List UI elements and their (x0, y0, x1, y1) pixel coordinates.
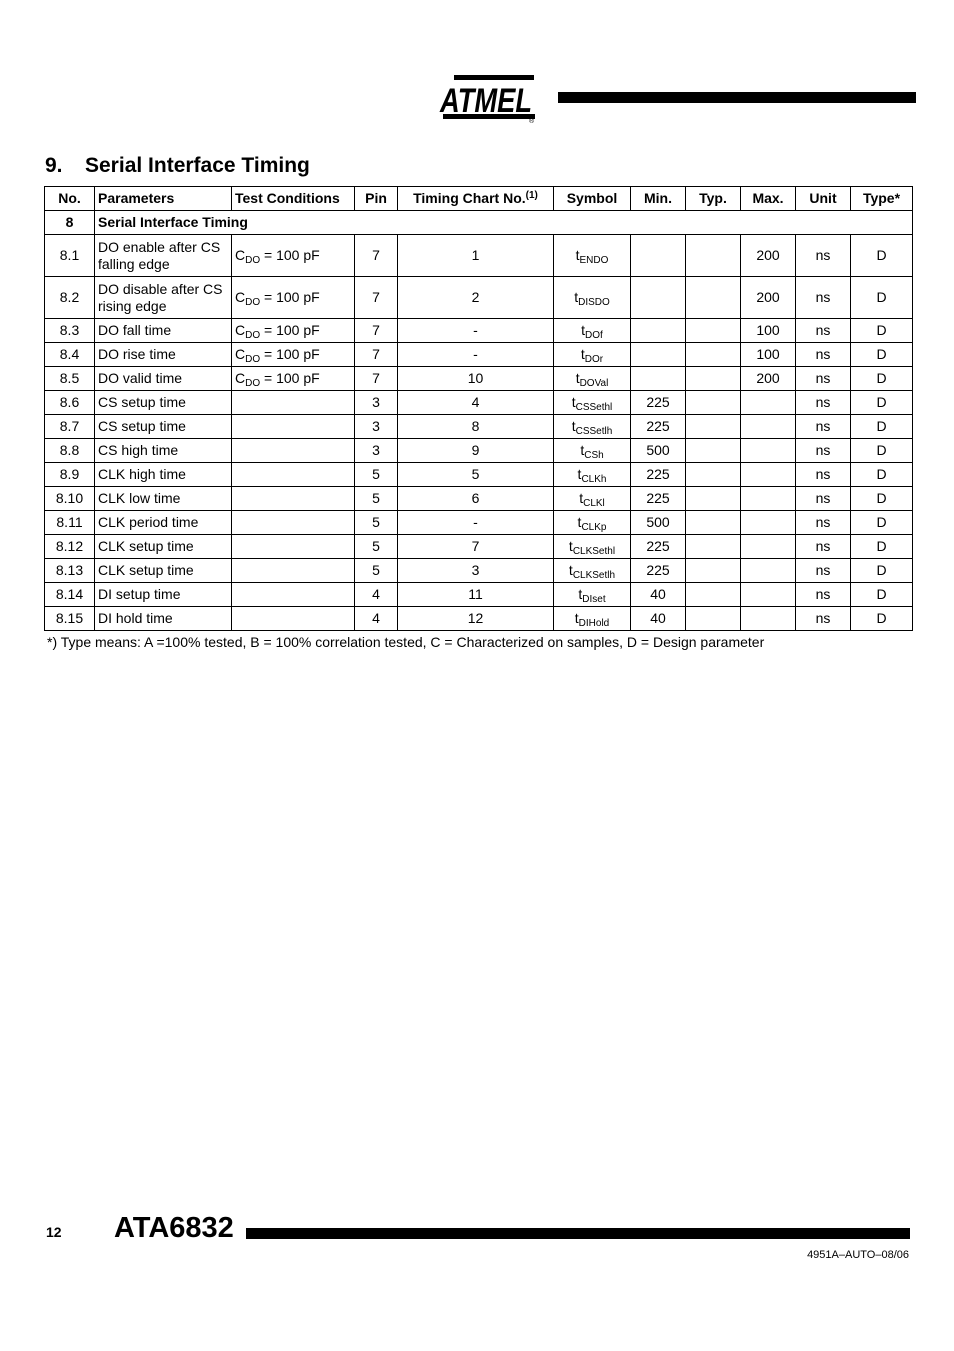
row-pin: 5 (355, 463, 398, 487)
symbol-subscript: DOVal (579, 378, 609, 389)
row-min (631, 277, 686, 319)
row-max: 200 (741, 277, 796, 319)
condition-base: C (235, 346, 246, 362)
footnote-marker: (1) (525, 190, 538, 201)
row-type: D (851, 439, 913, 463)
table-row (45, 535, 913, 559)
row-number: 8.5 (45, 367, 95, 391)
row-typ (686, 583, 741, 607)
row-pin: 5 (355, 559, 398, 583)
section-heading (45, 154, 310, 178)
row-min: 225 (631, 391, 686, 415)
row-timing-chart: 2 (398, 277, 554, 319)
row-max (741, 535, 796, 559)
row-pin: 3 (355, 391, 398, 415)
product-name: ATA6832 (114, 1212, 234, 1244)
symbol-subscript: CLKSetlh (572, 570, 616, 581)
row-typ (686, 415, 741, 439)
row-type: D (851, 463, 913, 487)
row-timing-chart: - (398, 319, 554, 343)
row-number: 8.7 (45, 415, 95, 439)
row-symbol (554, 511, 631, 535)
row-min: 500 (631, 439, 686, 463)
section-title: Serial Interface Timing (85, 154, 310, 177)
symbol-base: t (577, 514, 582, 530)
row-parameter: CS setup time (95, 415, 232, 439)
table-row (45, 583, 913, 607)
row-test-condition (232, 319, 355, 343)
row-type: D (851, 319, 913, 343)
row-symbol (554, 559, 631, 583)
row-type: D (851, 415, 913, 439)
condition-value: = 100 pF (260, 322, 320, 338)
symbol-base: t (575, 247, 580, 263)
row-number: 8.14 (45, 583, 95, 607)
row-timing-chart: 7 (398, 535, 554, 559)
row-parameter: CS setup time (95, 391, 232, 415)
symbol-base: t (575, 370, 580, 386)
row-timing-chart: 1 (398, 235, 554, 277)
row-min (631, 235, 686, 277)
row-type: D (851, 235, 913, 277)
group-label: Serial Interface Timing (95, 211, 913, 235)
type-footnote: *) Type means: A =100% tested, B = 100% correlation tested, C = Characterized on samples, D = Design parameter (47, 634, 765, 650)
row-min: 225 (631, 415, 686, 439)
row-test-condition (232, 439, 355, 463)
table-row (45, 463, 913, 487)
row-symbol (554, 607, 631, 631)
row-max (741, 607, 796, 631)
row-type: D (851, 391, 913, 415)
row-parameter: DO rise time (95, 343, 232, 367)
condition-base: C (235, 247, 246, 263)
table-row (45, 511, 913, 535)
symbol-base: t (574, 610, 579, 626)
row-typ (686, 277, 741, 319)
row-typ (686, 511, 741, 535)
row-parameter: CLK period time (95, 511, 232, 535)
row-pin: 5 (355, 487, 398, 511)
row-test-condition (232, 559, 355, 583)
row-typ (686, 439, 741, 463)
header-pin: Pin (355, 187, 398, 211)
row-test-condition (232, 487, 355, 511)
symbol-subscript: CLKh (581, 474, 607, 485)
header-min: Min. (631, 187, 686, 211)
table-row (45, 391, 913, 415)
condition-subscript: DO (245, 255, 261, 266)
row-type: D (851, 535, 913, 559)
condition-base: C (235, 289, 246, 305)
condition-subscript: DO (245, 378, 261, 389)
row-timing-chart: 12 (398, 607, 554, 631)
row-number: 8.9 (45, 463, 95, 487)
symbol-subscript: DOr (584, 354, 604, 365)
table-row (45, 607, 913, 631)
row-symbol (554, 583, 631, 607)
row-max: 200 (741, 235, 796, 277)
row-unit: ns (796, 487, 851, 511)
row-test-condition (232, 391, 355, 415)
row-number: 8.8 (45, 439, 95, 463)
row-test-condition (232, 277, 355, 319)
document-code: 4951A–AUTO–08/06 (807, 1249, 909, 1261)
symbol-base: t (568, 562, 573, 578)
row-min: 500 (631, 511, 686, 535)
symbol-base: t (571, 418, 576, 434)
symbol-subscript: CSSetlh (575, 426, 613, 437)
row-test-condition (232, 343, 355, 367)
symbol-base: t (574, 289, 579, 305)
row-symbol (554, 277, 631, 319)
row-number: 8.11 (45, 511, 95, 535)
row-pin: 7 (355, 367, 398, 391)
symbol-subscript: CLKSethl (572, 546, 616, 557)
row-min: 225 (631, 463, 686, 487)
row-max: 200 (741, 367, 796, 391)
row-number: 8.12 (45, 535, 95, 559)
row-unit: ns (796, 511, 851, 535)
row-unit: ns (796, 535, 851, 559)
condition-value: = 100 pF (260, 370, 320, 386)
row-number: 8.6 (45, 391, 95, 415)
row-unit: ns (796, 367, 851, 391)
row-test-condition (232, 511, 355, 535)
row-symbol (554, 235, 631, 277)
page-number: 12 (46, 1224, 62, 1240)
row-typ (686, 391, 741, 415)
row-parameter: CLK high time (95, 463, 232, 487)
row-pin: 3 (355, 415, 398, 439)
condition-subscript: DO (245, 297, 261, 308)
row-min: 40 (631, 607, 686, 631)
group-number: 8 (45, 211, 95, 235)
row-max (741, 511, 796, 535)
row-max (741, 391, 796, 415)
table-row (45, 235, 913, 277)
header-no: No. (45, 187, 95, 211)
row-symbol (554, 487, 631, 511)
row-timing-chart: - (398, 511, 554, 535)
row-test-condition (232, 583, 355, 607)
row-test-condition (232, 535, 355, 559)
row-unit: ns (796, 559, 851, 583)
symbol-base: t (571, 394, 576, 410)
table-row (45, 277, 913, 319)
symbol-subscript: ENDO (579, 255, 609, 266)
row-number: 8.10 (45, 487, 95, 511)
symbol-subscript: DIset (582, 594, 606, 605)
symbol-subscript: CLKl (583, 498, 605, 509)
header-test-conditions: Test Conditions (232, 187, 355, 211)
table-row (45, 343, 913, 367)
symbol-base: t (578, 586, 583, 602)
table-row (45, 415, 913, 439)
symbol-base: t (577, 466, 582, 482)
row-type: D (851, 607, 913, 631)
symbol-base: t (580, 346, 585, 362)
row-unit: ns (796, 415, 851, 439)
row-typ (686, 607, 741, 631)
row-unit: ns (796, 463, 851, 487)
row-timing-chart: 4 (398, 391, 554, 415)
table-row (45, 559, 913, 583)
row-min: 225 (631, 559, 686, 583)
symbol-subscript: CSSethl (575, 402, 613, 413)
row-parameter: CLK setup time (95, 559, 232, 583)
symbol-subscript: CSh (584, 450, 604, 461)
row-max (741, 487, 796, 511)
logo-text: ATMEL (439, 82, 532, 120)
row-unit: ns (796, 235, 851, 277)
condition-value: = 100 pF (260, 346, 320, 362)
row-symbol (554, 463, 631, 487)
condition-value: = 100 pF (260, 247, 320, 263)
row-pin: 4 (355, 607, 398, 631)
symbol-base: t (568, 538, 573, 554)
row-min (631, 319, 686, 343)
row-typ (686, 463, 741, 487)
row-type: D (851, 559, 913, 583)
row-type: D (851, 367, 913, 391)
table-row (45, 487, 913, 511)
row-number: 8.1 (45, 235, 95, 277)
row-parameter: DO fall time (95, 319, 232, 343)
row-pin: 5 (355, 511, 398, 535)
row-parameter: CS high time (95, 439, 232, 463)
row-pin: 4 (355, 583, 398, 607)
row-pin: 7 (355, 277, 398, 319)
row-parameter: CLK setup time (95, 535, 232, 559)
timing-table (44, 186, 913, 631)
row-max: 100 (741, 343, 796, 367)
row-timing-chart: 11 (398, 583, 554, 607)
row-test-condition (232, 415, 355, 439)
row-parameter: DI hold time (95, 607, 232, 631)
row-max (741, 583, 796, 607)
row-unit: ns (796, 607, 851, 631)
row-min: 40 (631, 583, 686, 607)
footer-rule (246, 1228, 910, 1239)
row-unit: ns (796, 277, 851, 319)
row-timing-chart: 6 (398, 487, 554, 511)
row-typ (686, 343, 741, 367)
row-timing-chart: 5 (398, 463, 554, 487)
row-symbol (554, 415, 631, 439)
table-row (45, 367, 913, 391)
header-type: Type* (851, 187, 913, 211)
row-min (631, 367, 686, 391)
row-number: 8.13 (45, 559, 95, 583)
header-timing-chart: Timing Chart No.$^{(1)}$ (398, 187, 554, 211)
row-min: 225 (631, 535, 686, 559)
row-number: 8.15 (45, 607, 95, 631)
header-typ: Typ. (686, 187, 741, 211)
condition-base: C (235, 370, 246, 386)
row-symbol (554, 439, 631, 463)
header-unit: Unit (796, 187, 851, 211)
header-symbol: Symbol (554, 187, 631, 211)
row-unit: ns (796, 319, 851, 343)
symbol-subscript: DISDO (578, 297, 610, 308)
row-symbol (554, 535, 631, 559)
condition-subscript: DO (245, 354, 261, 365)
row-test-condition (232, 367, 355, 391)
row-typ (686, 559, 741, 583)
row-number: 8.2 (45, 277, 95, 319)
row-symbol (554, 343, 631, 367)
row-symbol (554, 391, 631, 415)
row-timing-chart: - (398, 343, 554, 367)
condition-subscript: DO (245, 330, 261, 341)
row-min: 225 (631, 487, 686, 511)
row-unit: ns (796, 439, 851, 463)
row-symbol (554, 319, 631, 343)
row-pin: 3 (355, 439, 398, 463)
row-unit: ns (796, 391, 851, 415)
header-max: Max. (741, 187, 796, 211)
row-typ (686, 319, 741, 343)
header-parameters: Parameters (95, 187, 232, 211)
header-rule (558, 92, 916, 103)
row-max (741, 439, 796, 463)
row-typ (686, 367, 741, 391)
table-header-row (45, 187, 913, 211)
row-pin: 7 (355, 319, 398, 343)
row-type: D (851, 511, 913, 535)
row-typ (686, 487, 741, 511)
row-parameter: CLK low time (95, 487, 232, 511)
row-type: D (851, 343, 913, 367)
row-type: D (851, 487, 913, 511)
row-test-condition (232, 235, 355, 277)
row-typ (686, 235, 741, 277)
row-pin: 7 (355, 343, 398, 367)
row-timing-chart: 3 (398, 559, 554, 583)
symbol-subscript: CLKp (581, 522, 607, 533)
symbol-base: t (580, 442, 585, 458)
symbol-subscript: DOf (585, 330, 603, 341)
row-timing-chart: 8 (398, 415, 554, 439)
section-number: 9. (45, 154, 63, 177)
row-number: 8.3 (45, 319, 95, 343)
row-max (741, 559, 796, 583)
row-min (631, 343, 686, 367)
row-type: D (851, 277, 913, 319)
row-max (741, 463, 796, 487)
row-parameter: DO disable after CS rising edge (95, 277, 232, 319)
row-parameter: DI setup time (95, 583, 232, 607)
condition-base: C (235, 322, 246, 338)
row-max (741, 415, 796, 439)
table-row (45, 319, 913, 343)
row-test-condition (232, 463, 355, 487)
row-symbol (554, 367, 631, 391)
row-parameter: DO valid time (95, 367, 232, 391)
row-pin: 5 (355, 535, 398, 559)
row-test-condition (232, 607, 355, 631)
condition-value: = 100 pF (260, 289, 320, 305)
group-row (45, 211, 913, 235)
row-typ (686, 535, 741, 559)
registered-mark: ® (529, 118, 535, 125)
row-pin: 7 (355, 235, 398, 277)
table-row (45, 439, 913, 463)
row-timing-chart: 10 (398, 367, 554, 391)
symbol-base: t (581, 322, 586, 338)
row-parameter: DO enable after CS falling edge (95, 235, 232, 277)
atmel-logo (440, 72, 540, 124)
symbol-subscript: DIHold (578, 618, 610, 629)
symbol-base: t (579, 490, 584, 506)
row-type: D (851, 583, 913, 607)
row-timing-chart: 9 (398, 439, 554, 463)
row-max: 100 (741, 319, 796, 343)
row-unit: ns (796, 583, 851, 607)
row-unit: ns (796, 343, 851, 367)
row-number: 8.4 (45, 343, 95, 367)
